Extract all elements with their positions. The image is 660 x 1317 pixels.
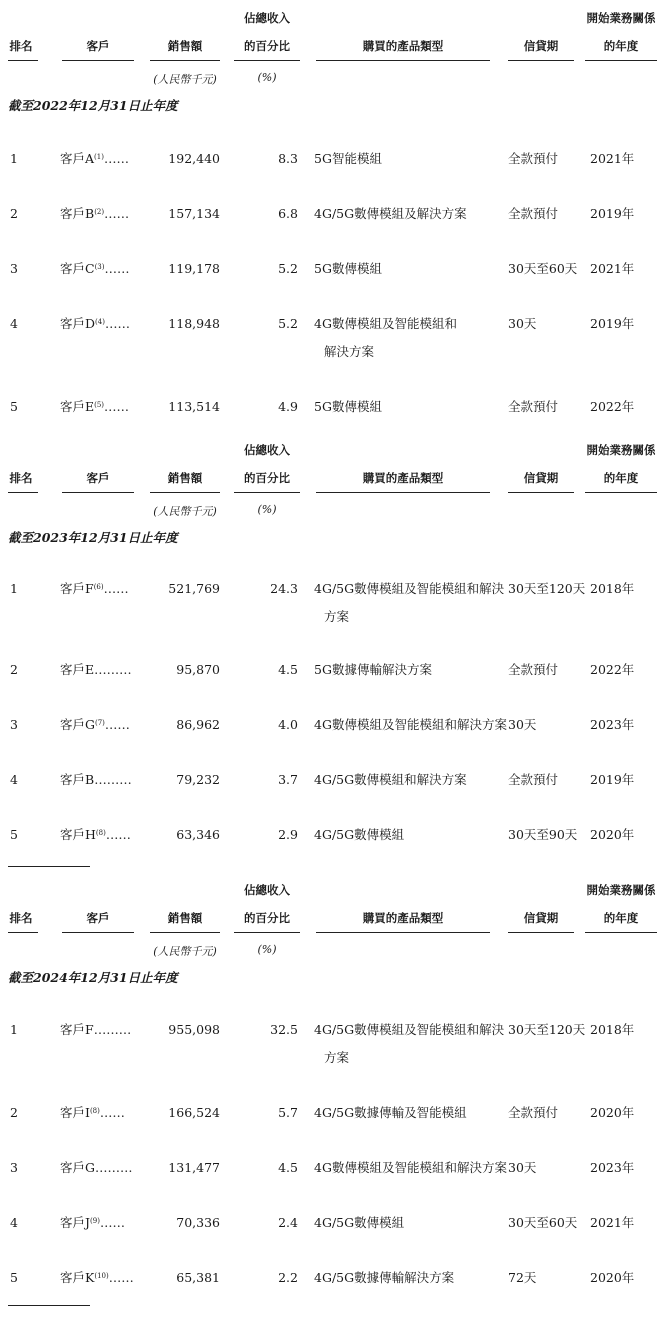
header-customer: 客戶: [86, 39, 110, 53]
footnote-rule: [8, 1305, 90, 1306]
row-sales: 65,381: [176, 1270, 220, 1285]
row-product: 5G數傳模組: [314, 399, 382, 414]
period-title: 截至2024年12月31日止年度: [8, 970, 178, 985]
row-sales: 521,769: [168, 581, 220, 596]
row-credit-period: 全款預付: [508, 772, 559, 787]
header-rule: [62, 932, 134, 933]
row-credit-period: 30天: [508, 1160, 537, 1175]
row-percentage: 4.9: [278, 399, 298, 414]
row-customer: [60, 1099, 125, 1127]
row-product: 4G/5G數傳模組及智能模組和解決: [314, 1022, 505, 1037]
row-rank: 2: [10, 662, 18, 677]
leader-dots: ……: [99, 1215, 125, 1230]
row-sales: 955,098: [168, 1022, 220, 1037]
header-rank: 排名: [9, 39, 33, 53]
row-product: 4G數傳模組及智能模組和解決方案: [314, 1160, 507, 1175]
customer-name: 客戶I: [60, 1105, 90, 1120]
row-rank: 2: [10, 1105, 18, 1120]
footnote-marker: (7): [95, 719, 105, 727]
row-product-continued: 解決方案: [324, 344, 375, 359]
row-customer: [60, 145, 129, 173]
header-rule: [234, 932, 300, 933]
customer-name: 客戶G: [60, 717, 95, 732]
leader-dots: ……: [99, 1105, 125, 1120]
row-customer: [60, 393, 129, 421]
row-rank: 3: [10, 717, 18, 732]
row-customer: [60, 200, 129, 228]
row-customer: [60, 575, 129, 603]
header-rule: [62, 60, 134, 61]
row-percentage: 4.0: [278, 717, 298, 732]
row-start-year: 2018年: [590, 581, 635, 596]
row-product: 4G/5G數傳模組: [314, 1215, 405, 1230]
pct-unit: (%): [257, 71, 277, 84]
header-start-line2: 的年度: [603, 39, 639, 53]
row-start-year: 2020年: [590, 827, 635, 842]
header-rank: 排名: [9, 471, 33, 485]
row-rank: 5: [10, 827, 18, 842]
header-sales: 銷售額: [167, 471, 203, 485]
header-rule: [234, 492, 300, 493]
row-customer: [60, 766, 132, 794]
row-product: 4G數傳模組及智能模組和: [314, 316, 457, 331]
pct-unit: (%): [257, 503, 277, 516]
row-start-year: 2020年: [590, 1105, 635, 1120]
row-product: 4G/5G數傳模組: [314, 827, 405, 842]
row-product: 4G數傳模組及智能模組和解決方案: [314, 717, 507, 732]
row-percentage: 2.4: [278, 1215, 298, 1230]
header-pct-line2: 的百分比: [244, 471, 290, 485]
header-product: 購買的產品類型: [362, 39, 444, 53]
header-start-line2: 的年度: [603, 471, 639, 485]
footnote-marker: (5): [94, 401, 105, 409]
footnote-marker: (4): [95, 318, 105, 326]
customer-name: 客戶B: [60, 206, 95, 221]
row-sales: 63,346: [176, 827, 220, 842]
row-customer: [60, 711, 130, 739]
row-credit-period: 30天: [508, 316, 537, 331]
row-percentage: 8.3: [278, 151, 298, 166]
leader-dots: ……: [104, 316, 130, 331]
row-rank: 5: [10, 399, 18, 414]
row-rank: 2: [10, 206, 18, 221]
header-rule: [508, 932, 574, 933]
row-start-year: 2021年: [590, 151, 635, 166]
header-pct-line1: 佔總收入: [244, 11, 290, 25]
period-title: 截至2022年12月31日止年度: [8, 98, 178, 113]
row-rank: 3: [10, 1160, 18, 1175]
header-credit: 信貸期: [523, 471, 559, 485]
header-rule: [585, 60, 657, 61]
row-rank: 1: [10, 151, 18, 166]
pct-unit: (%): [257, 943, 277, 956]
customer-name: 客戶K: [60, 1270, 95, 1285]
header-pct-line1: 佔總收入: [244, 883, 290, 897]
sales-unit: (人民幣千元): [153, 73, 217, 86]
customer-name: 客戶A: [60, 151, 95, 166]
header-start-line2: 的年度: [603, 911, 639, 925]
leader-dots: ……: [103, 581, 129, 596]
row-credit-period: 30天至60天: [508, 261, 578, 276]
row-customer: [60, 1209, 125, 1237]
row-customer: [60, 1154, 133, 1182]
row-product: 4G/5G數傳模組及智能模組和解決: [314, 581, 505, 596]
row-credit-period: 30天至120天: [508, 1022, 586, 1037]
leader-dots: ………: [94, 662, 132, 677]
row-percentage: 32.5: [270, 1022, 298, 1037]
header-rule: [150, 932, 220, 933]
row-sales: 70,336: [176, 1215, 220, 1230]
row-percentage: 3.7: [278, 772, 298, 787]
row-percentage: 5.2: [278, 261, 298, 276]
header-rule: [316, 492, 490, 493]
leader-dots: ……: [108, 1270, 134, 1285]
header-start-line1: 開始業務關係: [586, 883, 656, 897]
row-product: 4G/5G數傳模組及解決方案: [314, 206, 467, 221]
footnote-marker: (8): [95, 829, 106, 837]
header-pct-line2: 的百分比: [244, 39, 290, 53]
row-start-year: 2023年: [590, 717, 635, 732]
row-start-year: 2023年: [590, 1160, 635, 1175]
header-rule: [234, 60, 300, 61]
leader-dots: ……: [104, 399, 130, 414]
row-customer: [60, 821, 131, 849]
row-credit-period: 全款預付: [508, 399, 559, 414]
header-product: 購買的產品類型: [362, 471, 444, 485]
row-sales: 113,514: [168, 399, 220, 414]
header-sales: 銷售額: [167, 911, 203, 925]
footnote-marker: (6): [93, 583, 104, 591]
row-product: 5G智能模組: [314, 151, 382, 166]
row-sales: 95,870: [176, 662, 220, 677]
header-rule: [585, 932, 657, 933]
row-sales: 79,232: [176, 772, 220, 787]
row-credit-period: 全款預付: [508, 206, 559, 221]
row-percentage: 4.5: [278, 1160, 298, 1175]
header-sales: 銷售額: [167, 39, 203, 53]
row-percentage: 5.7: [278, 1105, 298, 1120]
footnote-marker: (8): [89, 1107, 100, 1115]
row-sales: 157,134: [168, 206, 220, 221]
row-percentage: 24.3: [270, 581, 298, 596]
header-rule: [585, 492, 657, 493]
header-credit: 信貸期: [523, 39, 559, 53]
row-percentage: 6.8: [278, 206, 298, 221]
row-credit-period: 30天至60天: [508, 1215, 578, 1230]
header-rule: [8, 492, 38, 493]
row-credit-period: 72天: [508, 1270, 537, 1285]
row-rank: 3: [10, 261, 18, 276]
row-credit-period: 全款預付: [508, 1105, 559, 1120]
customer-name: 客戶H: [60, 827, 96, 842]
row-rank: 4: [10, 772, 18, 787]
header-rule: [150, 60, 220, 61]
header-rule: [8, 932, 38, 933]
row-rank: 5: [10, 1270, 18, 1285]
header-rule: [508, 492, 574, 493]
row-percentage: 2.2: [278, 1270, 298, 1285]
sales-unit: (人民幣千元): [153, 505, 217, 518]
header-rule: [508, 60, 574, 61]
leader-dots: ……: [104, 261, 130, 276]
row-percentage: 4.5: [278, 662, 298, 677]
header-rank: 排名: [9, 911, 33, 925]
row-credit-period: 全款預付: [508, 662, 559, 677]
row-rank: 4: [10, 1215, 18, 1230]
header-pct-line2: 的百分比: [244, 911, 290, 925]
row-percentage: 5.2: [278, 316, 298, 331]
leader-dots: ……: [103, 151, 129, 166]
customer-name: 客戶J: [60, 1215, 91, 1230]
header-rule: [62, 492, 134, 493]
header-credit: 信貸期: [523, 911, 559, 925]
row-percentage: 2.9: [278, 827, 298, 842]
row-customer: [60, 310, 130, 338]
row-product: 4G/5G數據傳輸解決方案: [314, 1270, 455, 1285]
row-sales: 166,524: [168, 1105, 220, 1120]
footnote-marker: (3): [94, 263, 105, 271]
header-rule: [316, 60, 490, 61]
period-title: 截至2023年12月31日止年度: [8, 530, 178, 545]
row-start-year: 2021年: [590, 261, 635, 276]
leader-dots: ………: [94, 772, 132, 787]
header-product: 購買的產品類型: [362, 911, 444, 925]
row-customer: [60, 255, 130, 283]
row-sales: 86,962: [176, 717, 220, 732]
row-credit-period: 30天: [508, 717, 537, 732]
row-start-year: 2022年: [590, 399, 635, 414]
row-product: 5G數據傳輸解決方案: [314, 662, 432, 677]
header-rule: [316, 932, 490, 933]
header-start-line1: 開始業務關係: [586, 11, 656, 25]
footnote-marker: (2): [94, 208, 105, 216]
row-customer: [60, 1016, 131, 1044]
customer-name: 客戶D: [60, 316, 96, 331]
customer-name: 客戶C: [60, 261, 95, 276]
customer-name: 客戶E: [60, 662, 95, 677]
customer-name: 客戶F: [60, 1022, 94, 1037]
row-sales: 131,477: [168, 1160, 220, 1175]
row-sales: 192,440: [168, 151, 220, 166]
row-product-continued: 方案: [324, 609, 350, 624]
leader-dots: ……: [105, 827, 131, 842]
row-credit-period: 全款預付: [508, 151, 559, 166]
header-pct-line1: 佔總收入: [244, 443, 290, 457]
row-rank: 1: [10, 1022, 18, 1037]
row-product: 4G/5G數傳模組和解決方案: [314, 772, 467, 787]
row-sales: 118,948: [168, 316, 220, 331]
header-customer: 客戶: [86, 911, 110, 925]
row-start-year: 2019年: [590, 772, 635, 787]
customer-name: 客戶E: [60, 399, 95, 414]
leader-dots: ……: [104, 206, 130, 221]
row-rank: 1: [10, 581, 18, 596]
sales-unit: (人民幣千元): [153, 945, 217, 958]
footnote-marker: (1): [94, 153, 104, 161]
header-customer: 客戶: [86, 471, 110, 485]
footnote-marker: (9): [90, 1217, 100, 1225]
footnote-rule: [8, 866, 90, 867]
leader-dots: ………: [95, 1160, 133, 1175]
row-start-year: 2020年: [590, 1270, 635, 1285]
leader-dots: ………: [93, 1022, 132, 1037]
row-customer: [60, 656, 132, 684]
customer-name: 客戶B: [60, 772, 95, 787]
header-rule: [8, 60, 38, 61]
customer-name: 客戶F: [60, 581, 94, 596]
leader-dots: ……: [104, 717, 130, 732]
row-credit-period: 30天至90天: [508, 827, 578, 842]
header-rule: [150, 492, 220, 493]
row-rank: 4: [10, 316, 18, 331]
row-sales: 119,178: [168, 261, 220, 276]
row-customer: [60, 1264, 134, 1292]
row-start-year: 2021年: [590, 1215, 635, 1230]
row-start-year: 2019年: [590, 316, 635, 331]
row-product: 5G數傳模組: [314, 261, 382, 276]
row-start-year: 2018年: [590, 1022, 635, 1037]
footnote-marker: (10): [94, 1272, 109, 1280]
customer-name: 客戶G: [60, 1160, 95, 1175]
row-product-continued: 方案: [324, 1050, 350, 1065]
row-start-year: 2022年: [590, 662, 635, 677]
row-start-year: 2019年: [590, 206, 635, 221]
row-product: 4G/5G數據傳輸及智能模組: [314, 1105, 467, 1120]
row-credit-period: 30天至120天: [508, 581, 586, 596]
header-start-line1: 開始業務關係: [586, 443, 656, 457]
